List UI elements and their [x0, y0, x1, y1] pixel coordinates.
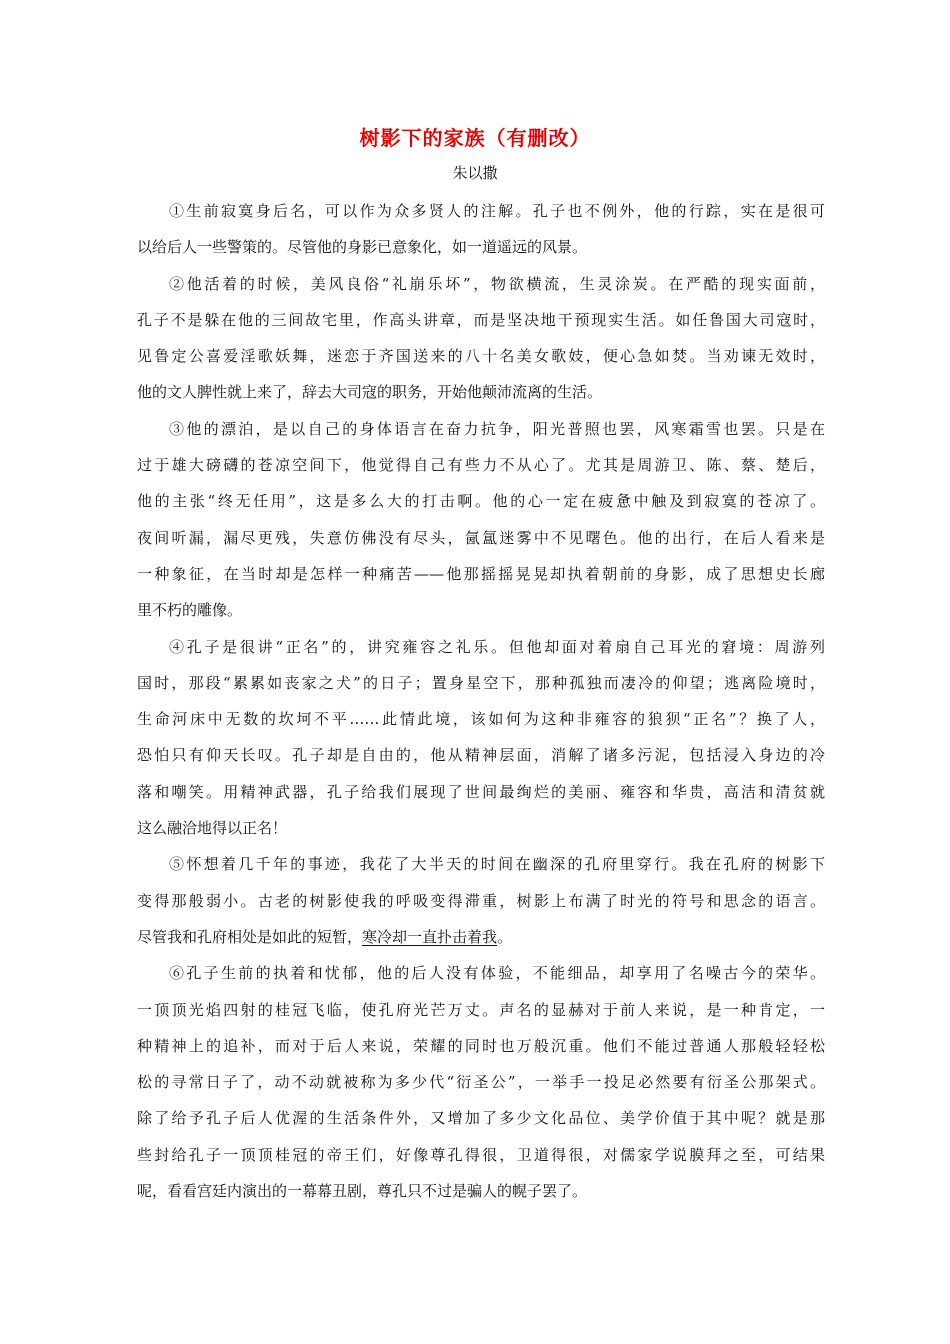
paragraph-line: 种精神上的追补，而对于后人来说，荣耀的同时也万般沉重。他们不能过普通人那般轻轻松 [137, 1036, 825, 1055]
paragraph-line-with-underline [137, 919, 825, 955]
paragraph-line: 过于雄大磅礴的苍凉空间下，他觉得自己有些力不从心了。尤其是周游卫、陈、蔡、楚后， [137, 456, 825, 475]
paragraph-5 [137, 846, 825, 955]
article-author: 朱以撒 [452, 164, 498, 182]
paragraph-line: 呢，看看宫廷内演出的一幕幕丑剧，尊孔只不过是骗人的幌子罢了。 [137, 1182, 588, 1201]
paragraph-line: 他的主张“终无任用”，这是多么大的打击啊。他的心一定在疲惫中触及到寂寞的苍凉了。 [137, 492, 825, 511]
line-text: 尽管我和孔府相处是如此的短暂， [137, 927, 363, 946]
paragraph-1 [137, 193, 825, 266]
paragraph-3 [137, 411, 825, 629]
line-text: 。 [497, 927, 513, 946]
paragraph-line: 除了给予孔子后人优渥的生活条件外，又增加了多少文化品位、美学价值于其中呢？就是那 [137, 1109, 825, 1128]
paragraph-line: ⑤怀想着几千年的事迹，我花了大半天的时间在幽深的孔府里穿行。我在孔府的树影下 [169, 855, 825, 874]
paragraph-line: 夜间听漏，漏尽更残，失意仿佛没有尽头，氤氲迷雾中不见曙色。他的出行，在后人看来是 [137, 528, 825, 547]
article-body [137, 193, 825, 1209]
paragraph-line: 见鲁定公喜爱淫歌妖舞，迷恋于齐国送来的八十名美女歌妓，便心急如焚。当劝谏无效时， [137, 347, 825, 366]
paragraph-line: 里不朽的雕像。 [137, 601, 243, 620]
paragraph-line: 国时，那段“累累如丧家之犬”的日子；置身星空下，那种孤独而凄冷的仰望；逃离险境时， [137, 673, 825, 692]
paragraph-line: 些封给孔子一顶顶桂冠的帝王们，好像尊孔得很，卫道得很，对儒家学说膜拜之至，可结果 [137, 1145, 825, 1164]
paragraph-line: 以给后人一些警策的。尽管他的身影已意象化，如一道遥远的风景。 [137, 238, 588, 257]
paragraph-line: ⑥孔子生前的执着和忧郁，他的后人没有体验，不能细品，却享用了名噪古今的荣华。 [169, 964, 825, 983]
article-title: 树影下的家族（有删改） [359, 126, 591, 150]
paragraph-line: 一顶顶光焰四射的桂冠飞临，使孔府光芒万丈。声名的显赫对于前人来说，是一种肯定，一 [137, 1000, 825, 1019]
paragraph-line: 落和嘲笑。用精神武器，孔子给我们展现了世间最绚烂的美丽、雍容和华贵，高洁和清贫就 [137, 782, 825, 801]
paragraph-line: 孔子不是躲在他的三间故宅里，作高头讲章，而是坚决地干预现实生活。如任鲁国大司寇时， [137, 310, 825, 329]
paragraph-line: 恐怕只有仰天长叹。孔子却是自由的，他从精神层面，消解了诸多污泥，包括浸入身边的冷 [137, 746, 825, 765]
paragraph-line: 生命河床中无数的坎坷不平……此情此境，该如何为这种非雍容的狼狈“正名”？换了人， [137, 710, 825, 729]
paragraph-4 [137, 629, 825, 847]
paragraph-line: 变得那般弱小。古老的树影使我的呼吸变得滞重，树影上布满了时光的符号和思念的语言。 [137, 891, 825, 910]
paragraph-line: ①生前寂寞身后名，可以作为众多贤人的注解。孔子也不例外，他的行踪，实在是很可 [169, 202, 825, 220]
paragraph-line: ②他活着的时候，美风良俗“礼崩乐坏”，物欲横流，生灵涂炭。在严酷的现实面前， [169, 274, 825, 293]
paragraph-line: 松的寻常日子了，动不动就被称为多少代“衍圣公”，一举手一投足必然要有衍圣公那架式。 [137, 1073, 825, 1092]
paragraph-6 [137, 955, 825, 1209]
underlined-phrase: 寒冷却一直扑击着我 [362, 927, 498, 946]
paragraph-line: 一种象征，在当时却是怎样一种痛苦——他那摇摇晃晃却执着朝前的身影，成了思想史长廊 [137, 564, 825, 583]
paragraph-line: ④孔子是很讲“正名”的，讲究雍容之礼乐。但他却面对着扇自己耳光的窘境：周游列 [169, 637, 825, 656]
paragraph-line: ③他的漂泊，是以自己的身体语言在奋力抗争，阳光普照也罢，风寒霜雪也罢。只是在 [169, 419, 825, 438]
paragraph-line: 这么融洽地得以正名！ [137, 819, 288, 838]
paragraph-line: 他的文人脾性就上来了，辞去大司寇的职务，开始他颠沛流离的生活。 [137, 383, 603, 402]
paragraph-2 [137, 266, 825, 411]
